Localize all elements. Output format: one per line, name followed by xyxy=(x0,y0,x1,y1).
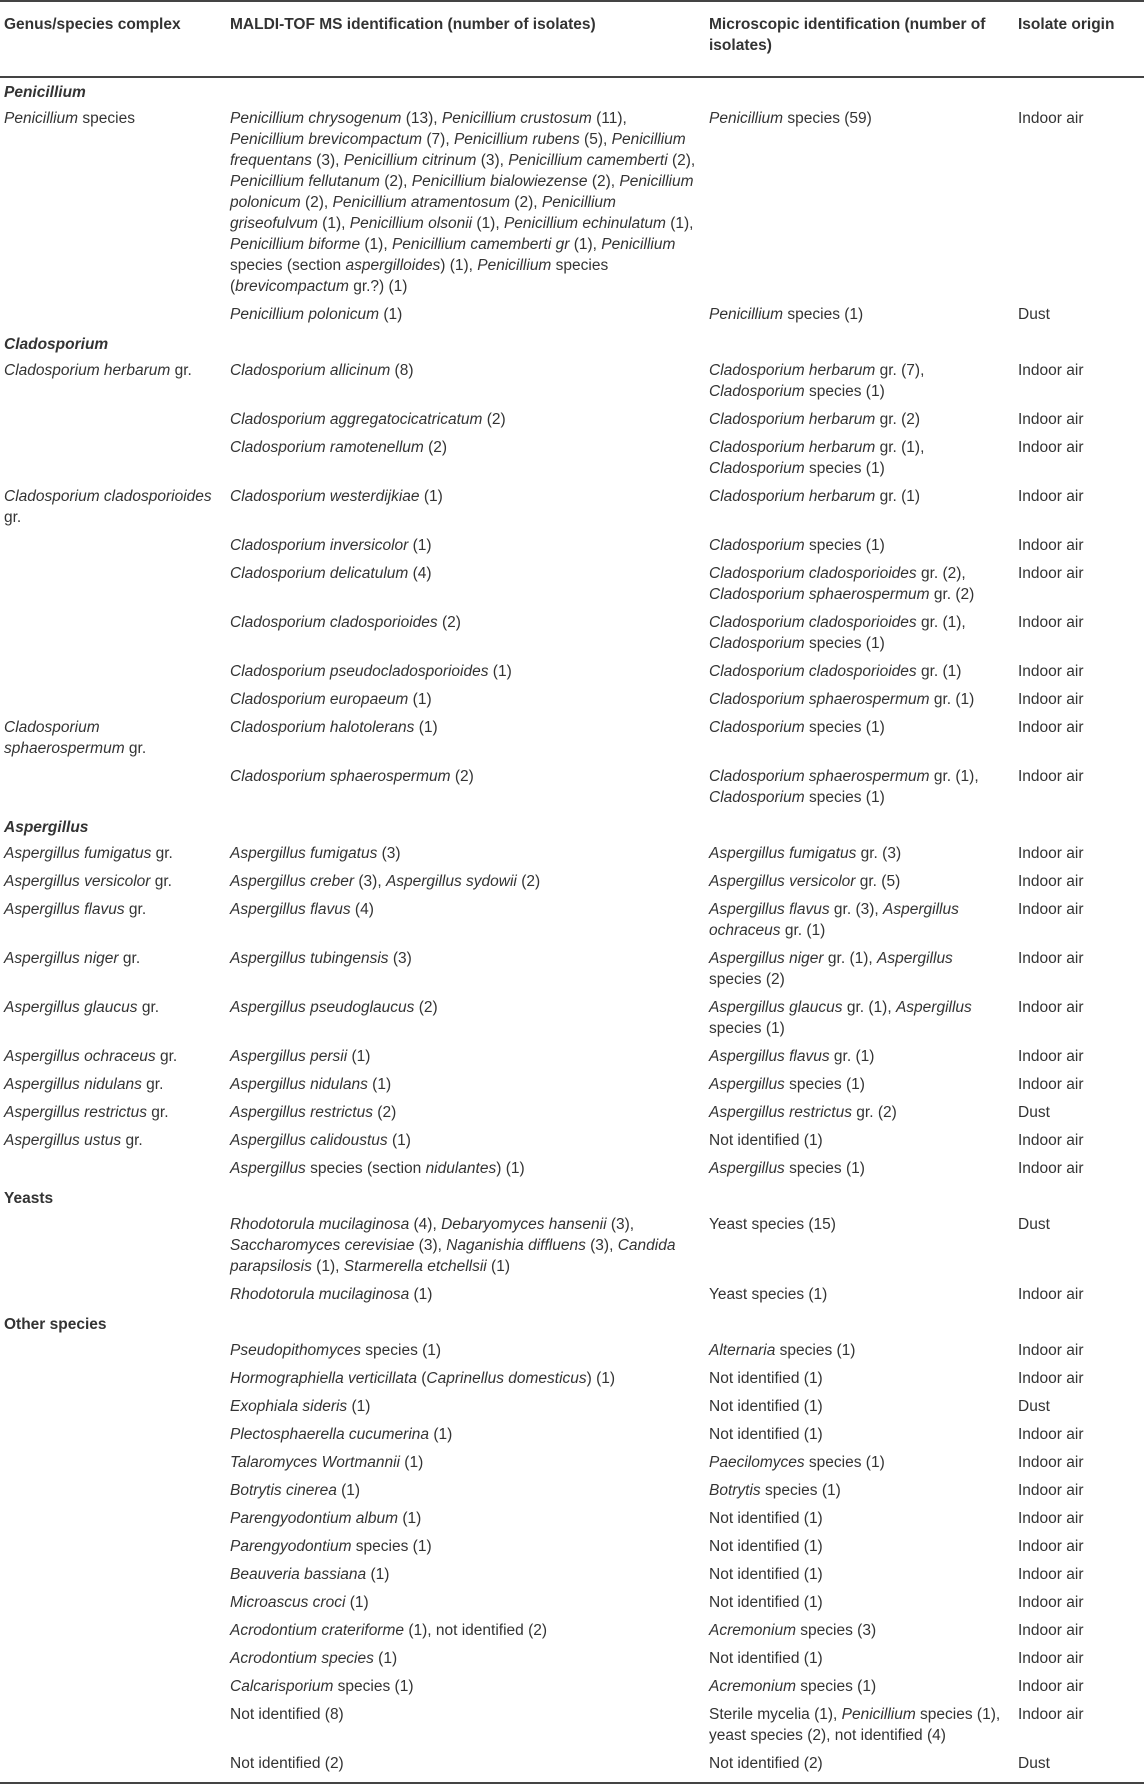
table-row xyxy=(0,1044,1144,1072)
cell-microscopic: Yeast species (15) xyxy=(709,1216,836,1233)
cell-genus xyxy=(0,302,226,330)
cell-maldi: Parengyodontium album (1) xyxy=(230,1510,422,1527)
cell-microscopic: Not identified (2) xyxy=(705,1751,1014,1783)
section-row xyxy=(0,1310,1144,1338)
header-origin: Isolate origin xyxy=(1014,1,1144,77)
cell-microscopic: Not identified (1) xyxy=(709,1132,823,1149)
table-row xyxy=(0,610,1144,659)
table-row xyxy=(0,995,1144,1044)
cell-maldi: Cladosporium aggregatocicatricatum (2) xyxy=(230,411,506,428)
header-microscopic: Microscopic identification (number of isolates) xyxy=(705,1,1014,77)
cell-maldi: Aspergillus nidulans (1) xyxy=(230,1076,392,1093)
cell-origin: Indoor air xyxy=(1018,537,1084,554)
cell-microscopic: Cladosporium species (1) xyxy=(709,537,885,554)
cell-maldi: Rhodotorula mucilaginosa (1) xyxy=(230,1286,433,1303)
section-row xyxy=(0,77,1144,106)
cell-genus: Aspergillus glaucus gr. xyxy=(4,999,160,1016)
cell-microscopic: Aspergillus restrictus gr. (2) xyxy=(709,1104,897,1121)
cell-genus xyxy=(0,561,226,610)
cell-origin: Indoor air xyxy=(1018,614,1084,631)
cell-microscopic: Alternaria species (1) xyxy=(709,1342,856,1359)
cell-genus: Aspergillus restrictus gr. xyxy=(4,1104,169,1121)
cell-microscopic: Not identified (1) xyxy=(709,1650,823,1667)
table-row xyxy=(0,1156,1144,1184)
header-maldi: MALDI-TOF MS identification (number of isolates) xyxy=(226,1,705,77)
cell-maldi: Cladosporium delicatulum (4) xyxy=(230,565,432,582)
cell-origin: Indoor air xyxy=(1018,1678,1084,1695)
table-row xyxy=(0,715,1144,764)
cell-maldi: Acrodontium species (1) xyxy=(230,1650,398,1667)
section-title: Other species xyxy=(4,1316,107,1333)
cell-genus xyxy=(0,1156,226,1184)
table-row xyxy=(0,1478,1144,1506)
cell-maldi: Plectosphaerella cucumerina (1) xyxy=(230,1426,453,1443)
header-genus: Genus/species complex xyxy=(0,1,226,77)
cell-origin: Dust xyxy=(1014,1751,1144,1783)
cell-genus xyxy=(0,1702,226,1751)
cell-microscopic: Botrytis species (1) xyxy=(709,1482,841,1499)
cell-maldi: Aspergillus fumigatus (3) xyxy=(230,845,401,862)
cell-maldi: Exophiala sideris (1) xyxy=(230,1398,371,1415)
cell-genus xyxy=(0,1422,226,1450)
table-row xyxy=(0,946,1144,995)
table-row xyxy=(0,358,1144,407)
table-row xyxy=(0,764,1144,813)
table-row xyxy=(0,1212,1144,1282)
cell-maldi: Aspergillus pseudoglaucus (2) xyxy=(230,999,438,1016)
cell-maldi: Cladosporium halotolerans (1) xyxy=(230,719,438,736)
cell-maldi: Cladosporium europaeum (1) xyxy=(230,691,432,708)
table-row xyxy=(0,1702,1144,1751)
table-row xyxy=(0,1751,1144,1783)
table-row xyxy=(0,1100,1144,1128)
cell-maldi: Not identified (2) xyxy=(226,1751,705,1783)
table-row xyxy=(0,435,1144,484)
cell-origin: Indoor air xyxy=(1018,768,1084,785)
cell-origin: Indoor air xyxy=(1018,1510,1084,1527)
cell-maldi: Cladosporium sphaerospermum (2) xyxy=(230,768,474,785)
cell-genus xyxy=(0,1450,226,1478)
cell-genus xyxy=(0,1562,226,1590)
cell-maldi: Cladosporium westerdijkiae (1) xyxy=(230,488,443,505)
cell-genus xyxy=(0,1338,226,1366)
cell-genus xyxy=(0,1282,226,1310)
cell-origin: Indoor air xyxy=(1018,110,1084,127)
table-row xyxy=(0,1366,1144,1394)
cell-origin: Indoor air xyxy=(1018,1538,1084,1555)
cell-origin: Indoor air xyxy=(1018,362,1084,379)
section-row xyxy=(0,1184,1144,1212)
cell-genus: Penicillium species xyxy=(4,110,135,127)
cell-genus xyxy=(0,1366,226,1394)
table-row xyxy=(0,1506,1144,1534)
cell-genus xyxy=(0,764,226,813)
cell-maldi: Aspergillus restrictus (2) xyxy=(230,1104,397,1121)
cell-microscopic: Aspergillus species (1) xyxy=(709,1076,865,1093)
cell-microscopic: Not identified (1) xyxy=(709,1426,823,1443)
cell-origin: Indoor air xyxy=(1018,439,1084,456)
table-row xyxy=(0,897,1144,946)
cell-microscopic: Cladosporium species (1) xyxy=(709,719,885,736)
cell-maldi: Parengyodontium species (1) xyxy=(230,1538,432,1555)
cell-origin: Indoor air xyxy=(1018,1160,1084,1177)
cell-microscopic: Not identified (1) xyxy=(709,1510,823,1527)
cell-microscopic: Cladosporium cladosporioides gr. (1) xyxy=(709,663,962,680)
cell-maldi: Not identified (8) xyxy=(230,1706,344,1723)
cell-maldi: Aspergillus creber (3), Aspergillus sydowii (2) xyxy=(230,873,541,890)
cell-genus: Aspergillus ochraceus gr. xyxy=(4,1048,178,1065)
cell-genus xyxy=(0,1212,226,1282)
header-row xyxy=(0,1,1144,77)
cell-microscopic: Cladosporium herbarum gr. (1), Cladosporium species (1) xyxy=(709,439,925,477)
cell-origin: Indoor air xyxy=(1018,1454,1084,1471)
cell-maldi: Beauveria bassiana (1) xyxy=(230,1566,390,1583)
cell-maldi: Penicillium polonicum (1) xyxy=(230,306,403,323)
cell-microscopic: Aspergillus flavus gr. (1) xyxy=(709,1048,875,1065)
cell-maldi: Cladosporium cladosporioides (2) xyxy=(230,614,461,631)
cell-microscopic: Aspergillus niger gr. (1), Aspergillus species (2) xyxy=(709,950,953,988)
cell-microscopic: Cladosporium cladosporioides gr. (2), Cladosporium sphaerospermum gr. (2) xyxy=(709,565,975,603)
table-row xyxy=(0,1646,1144,1674)
cell-maldi: Penicillium chrysogenum (13), Penicillium crustosum (11), Penicillium brevicompactum (7), Penicillium rubens (5), Penicillium frequentans (3), Penicillium citrinum (3), Penicillium camemberti (2), Penicillium fellutanum (2), Penicillium bialowiezense (2), Penicillium polonicum (2), Penicillium atramentosum (2), Penicillium griseofulvum (1), Penicillium olsonii (1), Penicillium echinulatum (1), Penicillium biforme (1), Penicillium camemberti gr (1), Penicillium species (section aspergilloides) (1), Penicillium species (brevicompactum gr.?) (1) xyxy=(230,110,696,295)
cell-origin: Indoor air xyxy=(1018,1482,1084,1499)
cell-genus xyxy=(0,1618,226,1646)
table-row xyxy=(0,1590,1144,1618)
cell-microscopic: Aspergillus glaucus gr. (1), Aspergillus species (1) xyxy=(709,999,972,1037)
cell-microscopic: Penicillium species (1) xyxy=(709,306,864,323)
cell-origin: Indoor air xyxy=(1018,719,1084,736)
table-row xyxy=(0,659,1144,687)
section-row xyxy=(0,330,1144,358)
cell-origin: Indoor air xyxy=(1018,691,1084,708)
table-row xyxy=(0,1394,1144,1422)
table-row xyxy=(0,869,1144,897)
cell-origin: Indoor air xyxy=(1018,1370,1084,1387)
cell-maldi: Microascus croci (1) xyxy=(230,1594,369,1611)
cell-genus: Aspergillus versicolor gr. xyxy=(4,873,172,890)
cell-genus: Cladosporium cladosporioides gr. xyxy=(4,488,212,526)
cell-maldi: Botrytis cinerea (1) xyxy=(230,1482,361,1499)
cell-genus xyxy=(0,533,226,561)
table-row xyxy=(0,1534,1144,1562)
table-row xyxy=(0,407,1144,435)
cell-microscopic: Paecilomyces species (1) xyxy=(709,1454,885,1471)
cell-genus: Aspergillus flavus gr. xyxy=(4,901,147,918)
section-title: Yeasts xyxy=(4,1190,54,1207)
cell-origin: Dust xyxy=(1018,1104,1050,1121)
cell-genus xyxy=(0,610,226,659)
cell-microscopic: Penicillium species (59) xyxy=(709,110,872,127)
cell-maldi: Hormographiella verticillata (Caprinellus domesticus) (1) xyxy=(230,1370,616,1387)
table-row xyxy=(0,106,1144,302)
cell-genus: Aspergillus fumigatus gr. xyxy=(4,845,173,862)
cell-microscopic: Not identified (1) xyxy=(709,1566,823,1583)
cell-maldi: Aspergillus species (section nidulantes) (1) xyxy=(230,1160,525,1177)
cell-maldi: Acrodontium crateriforme (1), not identified (2) xyxy=(230,1622,548,1639)
cell-origin: Indoor air xyxy=(1018,950,1084,967)
cell-maldi: Calcarisporium species (1) xyxy=(230,1678,414,1695)
cell-genus xyxy=(0,659,226,687)
cell-origin: Indoor air xyxy=(1018,1076,1084,1093)
section-title: Aspergillus xyxy=(4,819,89,836)
cell-microscopic: Cladosporium herbarum gr. (2) xyxy=(709,411,921,428)
cell-origin: Dust xyxy=(1018,1216,1050,1233)
table-row xyxy=(0,1450,1144,1478)
cell-origin: Indoor air xyxy=(1018,1566,1084,1583)
cell-genus xyxy=(0,687,226,715)
section-title: Penicillium xyxy=(4,84,86,101)
cell-microscopic: Sterile mycelia (1), Penicillium species (1), yeast species (2), not identified (4) xyxy=(709,1706,1001,1744)
cell-microscopic: Aspergillus versicolor gr. (5) xyxy=(709,873,901,890)
cell-origin: Indoor air xyxy=(1018,565,1084,582)
cell-microscopic: Aspergillus species (1) xyxy=(709,1160,865,1177)
cell-microscopic: Yeast species (1) xyxy=(709,1286,828,1303)
cell-maldi: Talaromyces Wortmannii (1) xyxy=(230,1454,424,1471)
cell-genus: Cladosporium sphaerospermum gr. xyxy=(4,719,147,757)
table-row xyxy=(0,1282,1144,1310)
cell-genus xyxy=(0,407,226,435)
table-row xyxy=(0,1562,1144,1590)
cell-microscopic: Not identified (1) xyxy=(709,1538,823,1555)
cell-microscopic: Aspergillus fumigatus gr. (3) xyxy=(709,845,902,862)
cell-microscopic: Aspergillus flavus gr. (3), Aspergillus ochraceus gr. (1) xyxy=(709,901,959,939)
cell-genus: Aspergillus ustus gr. xyxy=(4,1132,143,1149)
cell-microscopic: Not identified (1) xyxy=(709,1398,823,1415)
cell-microscopic: Cladosporium sphaerospermum gr. (1) xyxy=(709,691,975,708)
cell-origin: Indoor air xyxy=(1018,873,1084,890)
cell-maldi: Aspergillus calidoustus (1) xyxy=(230,1132,411,1149)
cell-origin: Dust xyxy=(1018,306,1050,323)
cell-origin: Indoor air xyxy=(1018,1286,1084,1303)
cell-microscopic: Acremonium species (1) xyxy=(709,1678,877,1695)
table-row xyxy=(0,841,1144,869)
table-row xyxy=(0,484,1144,533)
cell-origin: Indoor air xyxy=(1018,1426,1084,1443)
cell-maldi: Aspergillus flavus (4) xyxy=(230,901,374,918)
cell-genus xyxy=(0,1646,226,1674)
cell-genus xyxy=(0,1394,226,1422)
cell-origin: Indoor air xyxy=(1018,999,1084,1016)
cell-maldi: Rhodotorula mucilaginosa (4), Debaryomyces hansenii (3), Saccharomyces cerevisiae (3), Naganishia diffluens (3), Candida parapsilosis (1), Starmerella etchellsii (1) xyxy=(230,1216,676,1275)
cell-microscopic: Cladosporium sphaerospermum gr. (1), Cladosporium species (1) xyxy=(709,768,979,806)
cell-microscopic: Acremonium species (3) xyxy=(709,1622,877,1639)
table-row xyxy=(0,302,1144,330)
cell-origin: Indoor air xyxy=(1018,488,1084,505)
table-row xyxy=(0,533,1144,561)
cell-origin: Indoor air xyxy=(1018,1048,1084,1065)
cell-genus: Aspergillus niger gr. xyxy=(4,950,141,967)
cell-maldi: Cladosporium ramotenellum (2) xyxy=(230,439,448,456)
cell-genus xyxy=(0,1478,226,1506)
cell-genus: Cladosporium herbarum gr. xyxy=(4,362,192,379)
cell-maldi: Aspergillus persii (1) xyxy=(230,1048,371,1065)
cell-origin: Indoor air xyxy=(1018,1622,1084,1639)
cell-microscopic: Cladosporium cladosporioides gr. (1), Cladosporium species (1) xyxy=(709,614,966,652)
cell-maldi: Pseudopithomyces species (1) xyxy=(230,1342,442,1359)
cell-origin: Indoor air xyxy=(1018,901,1084,918)
cell-origin: Indoor air xyxy=(1018,1132,1084,1149)
table-row xyxy=(0,1128,1144,1156)
cell-maldi: Aspergillus tubingensis (3) xyxy=(230,950,412,967)
cell-genus xyxy=(0,1590,226,1618)
cell-genus xyxy=(0,435,226,484)
section-title: Cladosporium xyxy=(4,336,109,353)
cell-origin: Indoor air xyxy=(1018,411,1084,428)
cell-origin: Indoor air xyxy=(1018,1342,1084,1359)
table-row xyxy=(0,1072,1144,1100)
cell-origin: Indoor air xyxy=(1018,663,1084,680)
table-body xyxy=(0,77,1144,1783)
table-row xyxy=(0,1338,1144,1366)
cell-microscopic: Cladosporium herbarum gr. (1) xyxy=(709,488,921,505)
cell-genus: Aspergillus nidulans gr. xyxy=(4,1076,164,1093)
cell-maldi: Cladosporium inversicolor (1) xyxy=(230,537,432,554)
table-row xyxy=(0,1422,1144,1450)
cell-origin: Indoor air xyxy=(1018,1650,1084,1667)
cell-microscopic: Not identified (1) xyxy=(709,1370,823,1387)
section-row xyxy=(0,813,1144,841)
cell-origin: Indoor air xyxy=(1018,1594,1084,1611)
cell-genus xyxy=(0,1506,226,1534)
cell-origin: Dust xyxy=(1018,1398,1050,1415)
table-row xyxy=(0,1618,1144,1646)
cell-origin: Indoor air xyxy=(1018,845,1084,862)
cell-microscopic: Cladosporium herbarum gr. (7), Cladosporium species (1) xyxy=(709,362,925,400)
cell-microscopic: Not identified (1) xyxy=(709,1594,823,1611)
table-row xyxy=(0,687,1144,715)
cell-maldi: Cladosporium pseudocladosporioides (1) xyxy=(230,663,512,680)
cell-maldi: Cladosporium allicinum (8) xyxy=(230,362,414,379)
cell-origin: Indoor air xyxy=(1018,1706,1084,1723)
cell-genus xyxy=(0,1534,226,1562)
cell-genus xyxy=(0,1751,226,1783)
table-row xyxy=(0,561,1144,610)
